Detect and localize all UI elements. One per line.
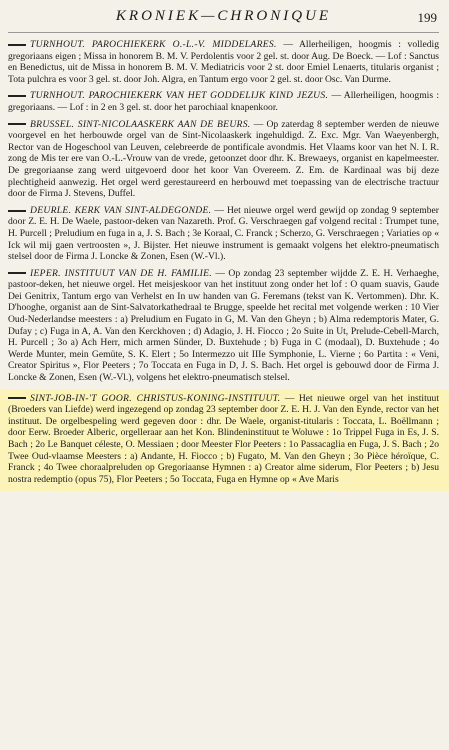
entry-body: — Het nieuwe orgel van het instituut (Broeders van Liefde) werd ingezegend op zondag 23 september door Z. E. H. J. Van den Eynde, rector van het instituut. De orgelbespeling werd gegeven door : dhr. De Waele, organist-titularis : Toccata, L. Boëllmann ; door Eerw. Broeder Alberic, orgelleraar aan het Kon. Blindeninstituut te Woluwe : 1o Trippel Fuga in Es, J. S. Bach ; 2o Le Banquet céleste, O. Messiaen ; door Meester Flor Peeters : 1o Passacaglia en Fuga, J. S. Bach ; 2o Twee Oud-vlaamse Meesters : a) Andante, H. Fiocco ; b) Fugato, M. Van den Gheyn ; 3o Pièce héroïque, C. Franck ; 4o Twee choraalpreluden op Gregoriaanse Hymnen : a) Creator alme siderum, Flor Peeters ; b) Jesu nostra redemptio (opus 75), Flor Peeters ; 5o Toccata, Fuga en Hymne op « Ave Maris bbox=[8, 392, 440, 485]
entry-heading: BRUSSEL. SINT-NICOLAASKERK AAN DE BEURS. bbox=[30, 118, 251, 130]
entry-marker bbox=[8, 44, 26, 46]
chronicle-entry bbox=[8, 39, 439, 85]
entry-body: — Allerheiligen, hoogmis : volledig gregoriaans eigen ; Missa in honorem B. M. V. Perdolentis voor 2 gel. st. door Aug. De Boeck. — Lof : Sanctus en Benedictus, uit de Missa in honorem B. M. V. Mediatricis voor 2 st. door Emiel Lenaerts, titularis organist ; Tota pulchra es voor 3 gel. st. door Joh. Algra, en Tantum ergo voor 2 gel. st. door Osc. Van Durme. bbox=[8, 39, 439, 85]
entry-body: — Op zondag 23 september wijdde Z. E. H. Verhaeghe, pastoor-deken, het nieuwe orgel. Het meisjeskoor van het instituut zong onder het lof : O quam suavis, Gaude Dei Genitrix, Tantum ergo van Verhelst en In uw handen van G. Feremans (tekst van K. Vertommen). Dhr. K. D'hooghe, organist aan de Sint-Salvatorkathedraal te Brugge, speelde het recital met volgende werken : 10 Vier Oud-Nederlandse meesters : a) Preludium en Fugato in G, M. Van den Gheyn ; b) Alma redemptoris Mater, G. Dufay ; c) Fuga in A, A. Van den Kerckhoven ; d) Adagio, J. H. Fiocco ; 2o Suite in Ut, Prelude-Cebell-March, H. Purcell ; 3o a) Ach Herr, mich armen Sünder, D. Buxtehude ; b) Fuga in C (modaal), D. Buxtehude ; 4o Werde Munter, mein Gemüte, S. K. Elert ; 5o Intermezzo uit IIIe Symphonie, L. Vierne ; 6o Partita : « Veni, Creator Spiritus », Flor Peeters ; 7o Toccata en Fuga in D, J. S. Bach. Het orgel is gebouwd door de Firma J. Loncke & Zonen, Esen (W.-Vl.), volgens het elektro-pneumatisch stelsel. bbox=[8, 267, 439, 384]
entry-body: — Op zaterdag 8 september werden de nieuwe voorgevel en het herbouwde orgel van de Sint-Nicolaaskerk ingehuldigd. Z. Exc. Mgr. Van Waeyenbergh, Rector van de Hogeschool van Leuven, celebreerde de pontificale avondmis. Het Vlaams koor van het N. I. R. zong de Mis ter ere van O.-L.-Vrouw van de vrede, getoonzet door dhr. K. Brewaeys, organist en kapelmeester. De gregoriaanse zang werd uitgevoerd door het koor Van Overeem. Z. Em. de Kardinaal was bij deze plechtigheid aanwezig. Het orgel werd gerestaureerd en herbouwd met toepassing van de electrische tractuur door de Firma J. Stevens, Duffel. bbox=[8, 118, 439, 200]
entry-heading: DEURLE. KERK VAN SINT-ALDEGONDE. bbox=[30, 204, 212, 216]
entry-marker bbox=[8, 397, 26, 399]
entry-heading: IEPER. INSTITUUT VAN DE H. FAMILIE. bbox=[30, 267, 212, 279]
running-title: KRONIEK—CHRONIQUE bbox=[115, 8, 332, 24]
chronicle-entry bbox=[8, 90, 439, 113]
entry-heading: TURNHOUT. PAROCHIEKERK O.-L.-V. MIDDELARES. bbox=[30, 39, 277, 50]
entry-marker bbox=[8, 123, 26, 125]
entry-heading: TURNHOUT. PAROCHIEKERK VAN HET GODDELIJK KIND JEZUS. bbox=[30, 90, 329, 102]
chronicle-entry bbox=[8, 268, 439, 384]
entry-marker bbox=[8, 210, 26, 212]
chronicle-entry-highlighted bbox=[0, 389, 449, 492]
entry-heading: SINT-JOB-IN-'T GOOR. CHRISTUS-KONING-INSTITUUT. bbox=[30, 392, 281, 404]
page-number: 199 bbox=[417, 10, 437, 25]
running-header bbox=[8, 8, 439, 33]
chronicle-entry bbox=[8, 119, 439, 200]
entry-body: — Allerheiligen, hoogmis : gregoriaans. — Lof : in 2 en 3 gel. st. door het parochiaal knapenkoor. bbox=[8, 90, 439, 113]
chronicle-entry bbox=[8, 205, 439, 263]
entry-body: — Het nieuwe orgel werd gewijd op zondag 9 september door Z. E. H. De Waele, pastoor-deken van Nazareth. Prof. G. Verschraegen gaf volgend recital : Trumpet tune, H. Purcell ; Preludium en fuga in a, J. S. Bach ; 3e Koraal, C. Franck ; Scherzo, G. Verschraegen ; Variaties op « Ick wil mij gaen vertroosten », J. Bijster. Het nieuwe instrument is gemaakt volgens het elektro-pneumatisch stelsel door de Firma J. Loncke & Zonen, Esen (W.-Vl.). bbox=[8, 204, 439, 263]
entry-marker bbox=[8, 95, 26, 97]
entry-marker bbox=[8, 272, 26, 274]
